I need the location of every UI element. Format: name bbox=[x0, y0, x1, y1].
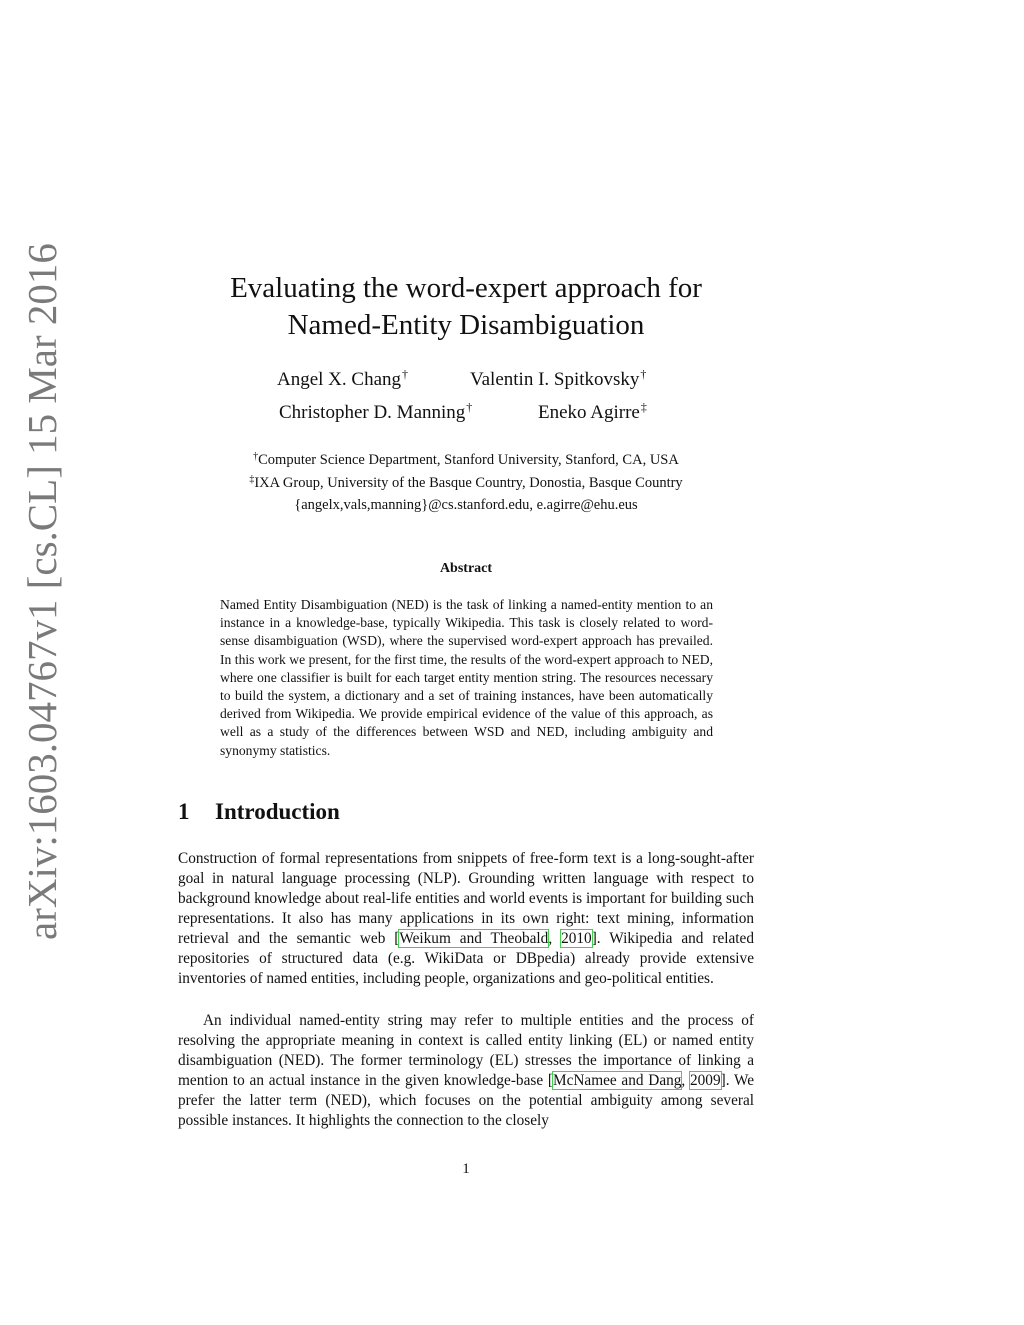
paper-title bbox=[178, 270, 754, 344]
abstract-heading: Abstract bbox=[439, 561, 493, 576]
citation-link-weikum-theobald[interactable]: Weikum and Theobald bbox=[399, 930, 549, 947]
citation-year-link-2010[interactable]: 2010 bbox=[561, 930, 592, 947]
author-affiliation-mark: † bbox=[402, 367, 409, 381]
arxiv-identifier-stamp: arXiv:1603.04767v1 [cs.CL] 15 Mar 2016 bbox=[19, 243, 65, 940]
author-affiliation-mark: ‡ bbox=[640, 400, 647, 414]
title-line-2: Named-Entity Disambiguation bbox=[287, 309, 645, 341]
author-affiliation-mark: † bbox=[640, 367, 647, 381]
abstract-text: Named Entity Disambiguation (NED) is the task of linking a named-entity mention to an instance in a knowledge-base, typically Wikipedia. This task is closely related to word-sense disambiguation (WSD), where the supervised word-expert approach has prevailed. In this work we present, for the first time, the results of the word-expert approach to NED, where one classifier is built for each target entity mention string. The resources necessary to build the system, a dictionary and a set of training instances, have been automatically derived from Wikipedia. We provide empirical evidence of the value of this approach, as well as a study of the differences between WSD and NED, including ambiguity and synonymy statistics. bbox=[220, 597, 713, 758]
author-spitkovsky: Valentin I. Spitkovsky† bbox=[470, 367, 647, 390]
author-emails: {angelx,vals,manning}@cs.stanford.edu, e.agirre@ehu.eus bbox=[294, 497, 638, 513]
intro-paragraph-2: An individual named-entity string may refer to multiple entities and the process of resolving the appropriate meaning in context is called entity linking (EL) or named entity disambiguation (NED). The former terminology (EL) stresses the importance of linking a mention to an actual instance in the given knowledge-base [McNamee and Dang, 2009]. We prefer the latter term (NED), which focuses on the potential ambiguity among several possible instances. It highlights the connection to the closely bbox=[178, 1012, 754, 1129]
author-chang: Angel X. Chang† bbox=[277, 367, 409, 390]
section-number: 1 bbox=[178, 799, 190, 824]
affiliation-stanford: †Computer Science Department, Stanford University, Stanford, CA, USA bbox=[253, 451, 679, 468]
title-line-1: Evaluating the word-expert approach for bbox=[230, 272, 702, 304]
page-number: 1 bbox=[462, 1161, 470, 1177]
citation-year-link-2009[interactable]: 2009 bbox=[690, 1072, 721, 1089]
author-agirre: Eneko Agirre‡ bbox=[538, 400, 647, 423]
author-affiliation-mark: † bbox=[466, 400, 473, 414]
affiliation-basque: ‡IXA Group, University of the Basque Country, Donostia, Basque Country bbox=[249, 474, 683, 491]
section-heading bbox=[178, 799, 340, 825]
citation-link-mcnamee-dang[interactable]: McNamee and Dang bbox=[552, 1072, 682, 1089]
author-manning: Christopher D. Manning† bbox=[279, 400, 473, 423]
intro-paragraph-1: Construction of formal representations from snippets of free-form text is a long-sought-after goal in natural language processing (NLP). Grounding written language with respect to background knowledge about real-life entities and world events is important for building such representations. It also has many applications in its own right: text mining, information retrieval and the semantic web [Weikum and Theobald, 2010]. Wikipedia and related repositories of structured data (e.g. WikiData or DBpedia) already provide extensive inventories of named entities, including people, organizations and geo-political entities. bbox=[178, 850, 754, 987]
section-title: Introduction bbox=[215, 799, 340, 824]
